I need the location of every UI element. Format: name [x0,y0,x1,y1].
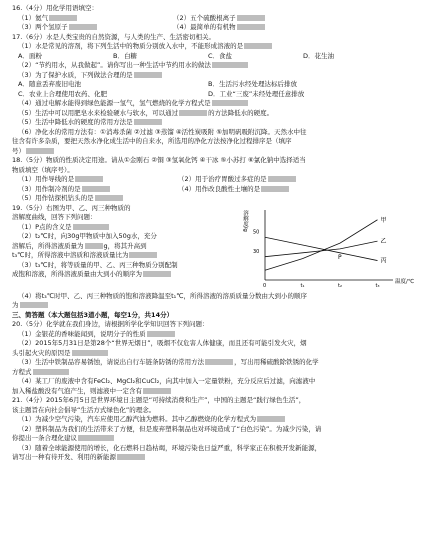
x-tick-label: t₁ [300,282,305,289]
section-three-title: 三、简答题（本大题包括3道小题，每空1分，共14分） [12,310,174,319]
q18-e: （5）用作钻探机钻头的是 [18,194,94,202]
q16-a: （1）氦气 [18,13,49,22]
q21-b1: （2）塑料制品为我们的生活带来了方便，但是废弃塑料制品也对环境造成了“白色污染”。为减少污染，请 [18,424,322,433]
q19-block [12,204,433,292]
answer-blank[interactable] [205,359,233,365]
q17-opt: D．花生油 [303,51,335,60]
q19-b4 [12,251,239,261]
answer-blank[interactable] [212,100,248,106]
q20-d2 [12,387,433,397]
y-axis-label: 溶解度/g [242,209,248,232]
q21-a [12,415,433,425]
q21-c2-text: 请写出一种有待开发、利用的新能源 [12,453,116,461]
q18-row1 [12,175,433,185]
q17-opts3b [12,90,433,100]
answer-blank[interactable] [82,186,110,192]
q20-d1: （4）某工厂的废液中含有FeCl₂、MgCl₂和CuCl₂，向其中加入一定量铁粉，充分反应后过滤，向滤液中 [18,377,316,385]
series-label: 丙 [380,257,387,265]
answer-blank[interactable] [237,24,265,30]
q20-b2 [12,349,433,359]
point-p-label: P [338,253,342,261]
q17-l3-text: （3）为了保护水质，下列做法合理的是 [18,70,133,79]
q16-b: （2）五个硫酸根离子 [173,13,236,22]
solubility-chart [243,204,433,292]
q18-b: （2）用于治疗胃酸过多症的是 [178,175,267,183]
y-tick-label: 50 [253,228,260,235]
answer-blank[interactable] [143,388,171,394]
q16-row2 [12,23,433,33]
q21-a-text: （1）为减少空气污染，汽车应使用乙醇汽油为燃料。其中乙醇燃烧的化学方程式为 [18,415,257,423]
answer-blank[interactable] [117,454,145,460]
q20-c3-text: 方程式 [12,367,32,376]
series-label: 甲 [380,216,387,224]
x-tick-label: t₃ [375,282,380,289]
answer-blank[interactable] [78,435,114,441]
q19-b2-text: 溶解后，所得溶液质量为 [12,241,84,250]
q20-c3 [12,368,433,378]
solubility-chart-svg [243,204,433,292]
q17-title: 17.（6分）水是人类宝贵的自然资源，与人类的生产、生活密切相关。 [12,32,215,41]
q20-a-text: （1）金银花的香味能闻到，说明分子的性质 [18,329,146,338]
q19-d2 [12,301,433,311]
q17-line4b [12,109,433,119]
q17-line6c [12,147,433,157]
q20-c1-text: （3）生活中铁制品容易锈蚀，请说出自行车链条防锈的常用方法 [18,358,205,366]
q17-optD: D．工业“三废”未经处理任意排放 [208,89,305,98]
q20-c2-text: ，写出用稀硫酸除铁锈的化学 [234,358,319,366]
q19-d2-text: 为 [12,301,19,309]
answer-blank[interactable] [85,243,103,249]
q19-b1: （2）t₂℃时，向30g甲物质中加入50g水，充分 [18,232,157,240]
answer-blank[interactable] [257,416,285,422]
answer-blank[interactable] [261,186,289,192]
q18-d: （4）用作改良酸性土壤的是 [178,184,261,193]
q17-l4a-text: （4）通过电解水能得到绿色能源一氢气，氢气燃烧的化学方程式是 [18,99,211,107]
q17-line4 [12,99,433,109]
series-label: 乙 [380,237,387,245]
answer-blank[interactable] [134,72,162,78]
chart-lines [265,215,387,270]
q20-b2-text: 头引起火灾的原因是 [12,348,71,357]
q19-a-text: （1）P点的含义是 [18,222,72,231]
q19-b3-text: g，将其升高到 [103,241,147,250]
q17-line5 [12,118,433,128]
q18-row2 [12,185,433,195]
q18-c: （3）用作制冷剂的是 [18,184,81,193]
q21-c2 [12,453,433,463]
answer-blank[interactable] [244,43,272,49]
q18-title: 18.（5分）物质的性质决定用途。请从①金刚石 ②铜 ③氢氧化钙 ④干冰 ⑤小苏打 ⑥氯化钠中选择适当 [12,156,306,164]
q17-l4c-text: 的方法降低水的硬度。 [208,108,274,117]
answer-blank[interactable] [75,176,103,182]
q19-d: （4）将t₃℃时甲、乙、丙三种物质的饱和溶液降温至t₁℃，所得溶液的溶质质量分数由大到小的顺序 [18,291,308,300]
q17-optB: B．生活污水经处理达标后排放 [208,80,297,88]
answer-blank[interactable] [237,15,265,21]
q19-text [12,204,239,292]
answer-blank[interactable] [26,148,54,154]
q17-opt: B．白糖 [113,51,137,60]
q21-b2-text: 你提出一条合理化建议 [12,434,77,442]
q18-title2: 物质填空（填序号）。 [12,165,74,174]
q20-d2-text: 加入稀盐酸没有气泡产生，则滤液中一定含有 [12,386,142,395]
answer-blank[interactable] [95,195,123,201]
q16-d: （4）最简单的有机物 [173,23,236,31]
q20-title: 20.（5分）化学就在我们身边，请根据所学化学知识回答下列问题： [12,320,209,328]
q17-l1-text: （1）水是常见的溶剂，将下列生活中的物质分别放入水中，不能形成溶液的是 [18,42,244,50]
q19-b2 [12,242,239,252]
q17-opt: A．面粉 [18,51,42,60]
y-tick-label: 30 [253,248,260,255]
answer-blank[interactable] [49,15,77,21]
x-tick-label: 0 [263,282,267,289]
q17-line1 [12,42,433,52]
q17-line2 [12,61,433,71]
q17-opts3a [12,80,433,90]
q19-t2: 溶解度曲线，回答下列问题： [12,213,97,221]
q17-optC: C．农业上合理使用农药、化肥 [18,89,108,98]
q20-c1 [12,358,433,368]
q18-row3 [12,194,433,204]
q21-title2: 该主题旨在向社会倡导“生活方式绿色化”的理念。 [12,405,156,414]
answer-blank[interactable] [129,252,157,258]
q19-c2 [12,270,239,280]
q17-opts1 [12,52,433,62]
q16-title: 16.（4分）用化学用语填空： [12,4,98,12]
x-axis-label: 温度/℃ [395,278,415,285]
answer-blank[interactable] [69,24,97,30]
answer-blank[interactable] [72,350,108,356]
q21-c1: （3）随着全球能源使用的增长，化石燃料日趋枯竭，环境污染也日益严重，科学家正在积极开发新能源， [18,443,322,452]
answer-blank[interactable] [212,62,248,68]
q19-title: 19.（5分）右图为甲、乙、丙三种物质的 [12,203,131,212]
q19-a [12,223,239,233]
q20-a [12,330,433,340]
q19-b4-text: t₃℃时，所得溶液中溶质和溶液质量比为 [12,251,129,259]
q17-l6c-text: 号） [12,146,25,155]
answer-blank[interactable] [147,331,175,337]
q17-optA: A．随意丢弃废旧电池 [18,80,81,88]
q17-line6b: 往含有许多杂质，要把天然水净化成生活中的自来水，所选用的净化方法按净化过程排序是（填序 [12,137,292,145]
x-tick-label: t₂ [338,282,342,289]
q16-row1 [12,14,433,24]
q21-title1: 21.（4分）2015年6月5日是世界环境日主题是“可持续消费和生产”，中国的主题是“践行绿色生活”， [12,396,306,404]
q19-c2-text: 成饱和溶液，所得溶液质量由大到小的顺序为 [12,270,142,278]
q17-line6a: （6）净化水的常用方法有：①消毒杀菌 ②过滤 ③蒸馏 ④活性炭吸附 ⑤加明矾吸附沉降。天然水中往 [18,127,307,136]
series-line-丙 [265,237,378,260]
answer-blank[interactable] [73,224,109,230]
q19-c1: （3）t₃℃时，将等质量的甲、乙、丙三种物质分别配制 [18,260,178,269]
answer-blank[interactable] [143,271,171,277]
answer-blank[interactable] [179,110,207,116]
answer-blank[interactable] [20,302,48,308]
q17-l2-text: （2）“节约用水，从我做起”。请你写出一种生活中节约用水的做法 [18,61,211,69]
q16-c: （3）两个氢原子 [18,23,68,31]
q18-a: （1）用作导线的是 [18,175,75,183]
answer-blank[interactable] [134,119,162,125]
q17-opt: C．食盐 [208,51,233,60]
q20-b1: （2）2015年5月31日是第28个“世界无烟日”，吸烟不仅危害人体健康，而且还有可能引发火灾，烟 [18,339,307,347]
q17-line3 [12,71,433,81]
q17-l4b-text: （5）生活中可以用肥皂水来检验硬水与软水，可以通过 [18,108,179,117]
q17-l5a-text: （5）生活中降低水的硬度的常用方法是 [18,118,133,126]
answer-blank[interactable] [33,369,69,375]
answer-blank[interactable] [268,176,296,182]
q21-b2 [12,434,433,444]
